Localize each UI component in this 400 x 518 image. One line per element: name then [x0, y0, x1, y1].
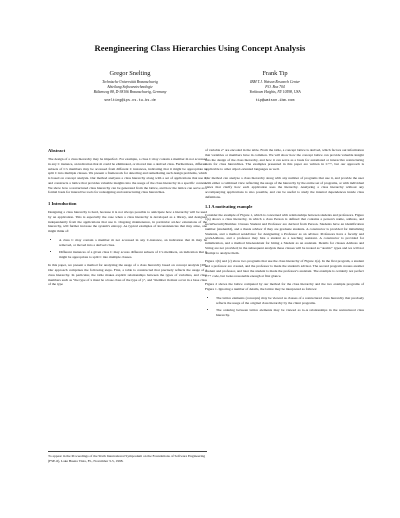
- abstract-text: The design of a class hierarchy may be imperfect. For example, a class C may contain a member m not accessed in any C instance, an indication that m could be eliminated, or moved into a derived class. Furthermore, different subsets of C's members may be accessed from different C instances, indicating that it might be appropriate to split C into multiple classes. We present a framework for detecting and remediating such design problems, which is based on concept analysis. Our method analyzes a class hierarchy along with a set of applications that use it, and constructs a lattice that provides valuable insights into the usage of the class hierarchy in a specific context. We show how a restructured class hierarchy can be generated from the lattice, and how the lattice can serve as a formal basis for interactive tools for redesigning and restructuring class hierarchies.: [48, 157, 207, 195]
- intro-paragraph-2: In this paper, we present a method for analyzing the usage of a class hierarchy based on concept analysis [28]. Our approach comprises the following steps. First, a table is constructed that precisely reflects the usage of a class hierarchy. In particular, the table makes explicit relationships between the types of variables, and class members such as "the type of x must be a base class of the type of y", and "member m must occur in a base class of the type: [48, 263, 207, 287]
- right-paragraph-1: of variable z" are encoded in the table. From the table, a concept lattice is derived, which factors out information that variables or members have in common. We will show how the concept lattice can provide valuable insight into the design of the class hierarchy, and how it can serve as a basis for automated or interactive restructuring tools for class hierarchies. The examples presented in this paper are written in C++, but our approach is applicable to other object-oriented languages as well.: [205, 148, 364, 171]
- right-paragraph-4: Figure 1(b) and (c) show two programs that use the class hierarchy of Figure 1(a). In the first program, a student and a professor are created, and the professor is made the student's advisor. The second program creates another student and professor, and later the student is made the professor's assistant. The example is certainly not perfect C++ code, but looks reasonable enough at first glance.: [205, 259, 364, 278]
- intro-paragraph-1: Designing a class hierarchy is hard, because it is not always possible to anticipate how a hierarchy will be used by an application. This is especially the case when a class hierarchy is developed as a library, and designed independently from the applications that use it. Ongoing maintenance, in particular ad-hoc extensions of the hierarchy, will further increase the system's entropy. As typical examples of inconsistencies that may arise, one might think of:: [48, 210, 207, 233]
- author-block-2: [190, 70, 360, 103]
- footnote: To appear in the Proceedings of the Sixth International Symposium on the Foundations of Software Engineering (FSE-6), Lake Buena Vista, FL, November 3-5, 1998.: [48, 451, 207, 463]
- right-column: [205, 148, 364, 321]
- right-paragraph-3: Consider the example of Figure 1, which is concerned with relationships between students and professors. Figure 1(a) shows a class hierarchy, in which a class Person is defined that contains a person's name, address, and socialSecurityNumber. Classes Student and Professor are derived from Person. Students have an identification number (studentId), and a thesis advisor if they are graduate students. A constructor is provided for initializing Students, and a method setAdvisor for designating a Professor as an advisor. Professors have a faculty and workAddress, and a professor may hire a student as a teaching assistant. A constructor is provided for initialization, and a method hireAssistant for hiring a Student as an assistant. Details for classes Address and String are not provided; in the subsequent analysis these classes will be treated as "atomic" types and we will not attempt to analyze them.: [205, 212, 364, 255]
- paper-title: Reengineering Class Hierarchies Using Concept Analysis: [94, 43, 306, 53]
- right-paragraph-5: Figure 2 shows the lattice computed by our method for the class hierarchy and the two example programs of Figure 1. Ignoring a number of details, the lattice may be interpreted as follows:: [205, 282, 364, 291]
- left-column: [48, 148, 207, 291]
- author-department: Abteilung Softwaretechnologie: [107, 85, 153, 90]
- author-name: Frank Tip: [262, 70, 288, 77]
- lattice-bullet-list: [205, 296, 364, 318]
- list-item: • Different instances of a given class C may access different subsets of C's members, an indication that it might be appropriate to split C into multiple classes.: [59, 250, 207, 260]
- right-paragraph-2: Our method can analyze a class hierarchy along with any number of programs that use it, and provide the user with either a combined view reflecting the usage of the hierarchy by the entire set of programs, or with individual views that clarify how each application uses the hierarchy. Analyzing a class hierarchy without any accompanying applications is also possible, and can be useful to study the internal dependences inside class definitions.: [205, 175, 365, 199]
- author-email: snelting@ips.cs.tu-bs.de: [104, 98, 156, 103]
- subsection-heading: 1.1 A motivating example: [205, 203, 253, 209]
- list-item: • The lattice elements (concepts) may be viewed as classes of a restructured class hierarchy that precisely reflects the usage of the original class hierarchy by the client programs.: [216, 296, 364, 306]
- list-item: • The ordering between lattice elements may be viewed as is-A relationships in the restructured class hierarchy.: [216, 308, 364, 318]
- list-item: • A class C may contain a member m not accessed in any C-instance, an indication that m may be removed, or moved into a derived class.: [59, 238, 207, 248]
- intro-bullet-list: [48, 238, 207, 260]
- author-affiliation: IBM T.J. Watson Research Center: [250, 80, 300, 84]
- author-address: Bültenweg 88, D-38106 Braunschweig, Germany: [93, 90, 167, 95]
- author-name: Gregor Snelting: [109, 70, 151, 77]
- author-pobox: P.O. Box 704: [265, 85, 285, 90]
- author-address: Yorktown Heights, NY 10598, USA: [249, 90, 301, 95]
- author-affiliation: Technische Universität Braunschweig: [102, 80, 158, 84]
- abstract-heading: Abstract: [48, 148, 66, 153]
- intro-heading: 1 Introduction: [48, 201, 77, 206]
- author-email: tip@watson.ibm.com: [255, 98, 295, 103]
